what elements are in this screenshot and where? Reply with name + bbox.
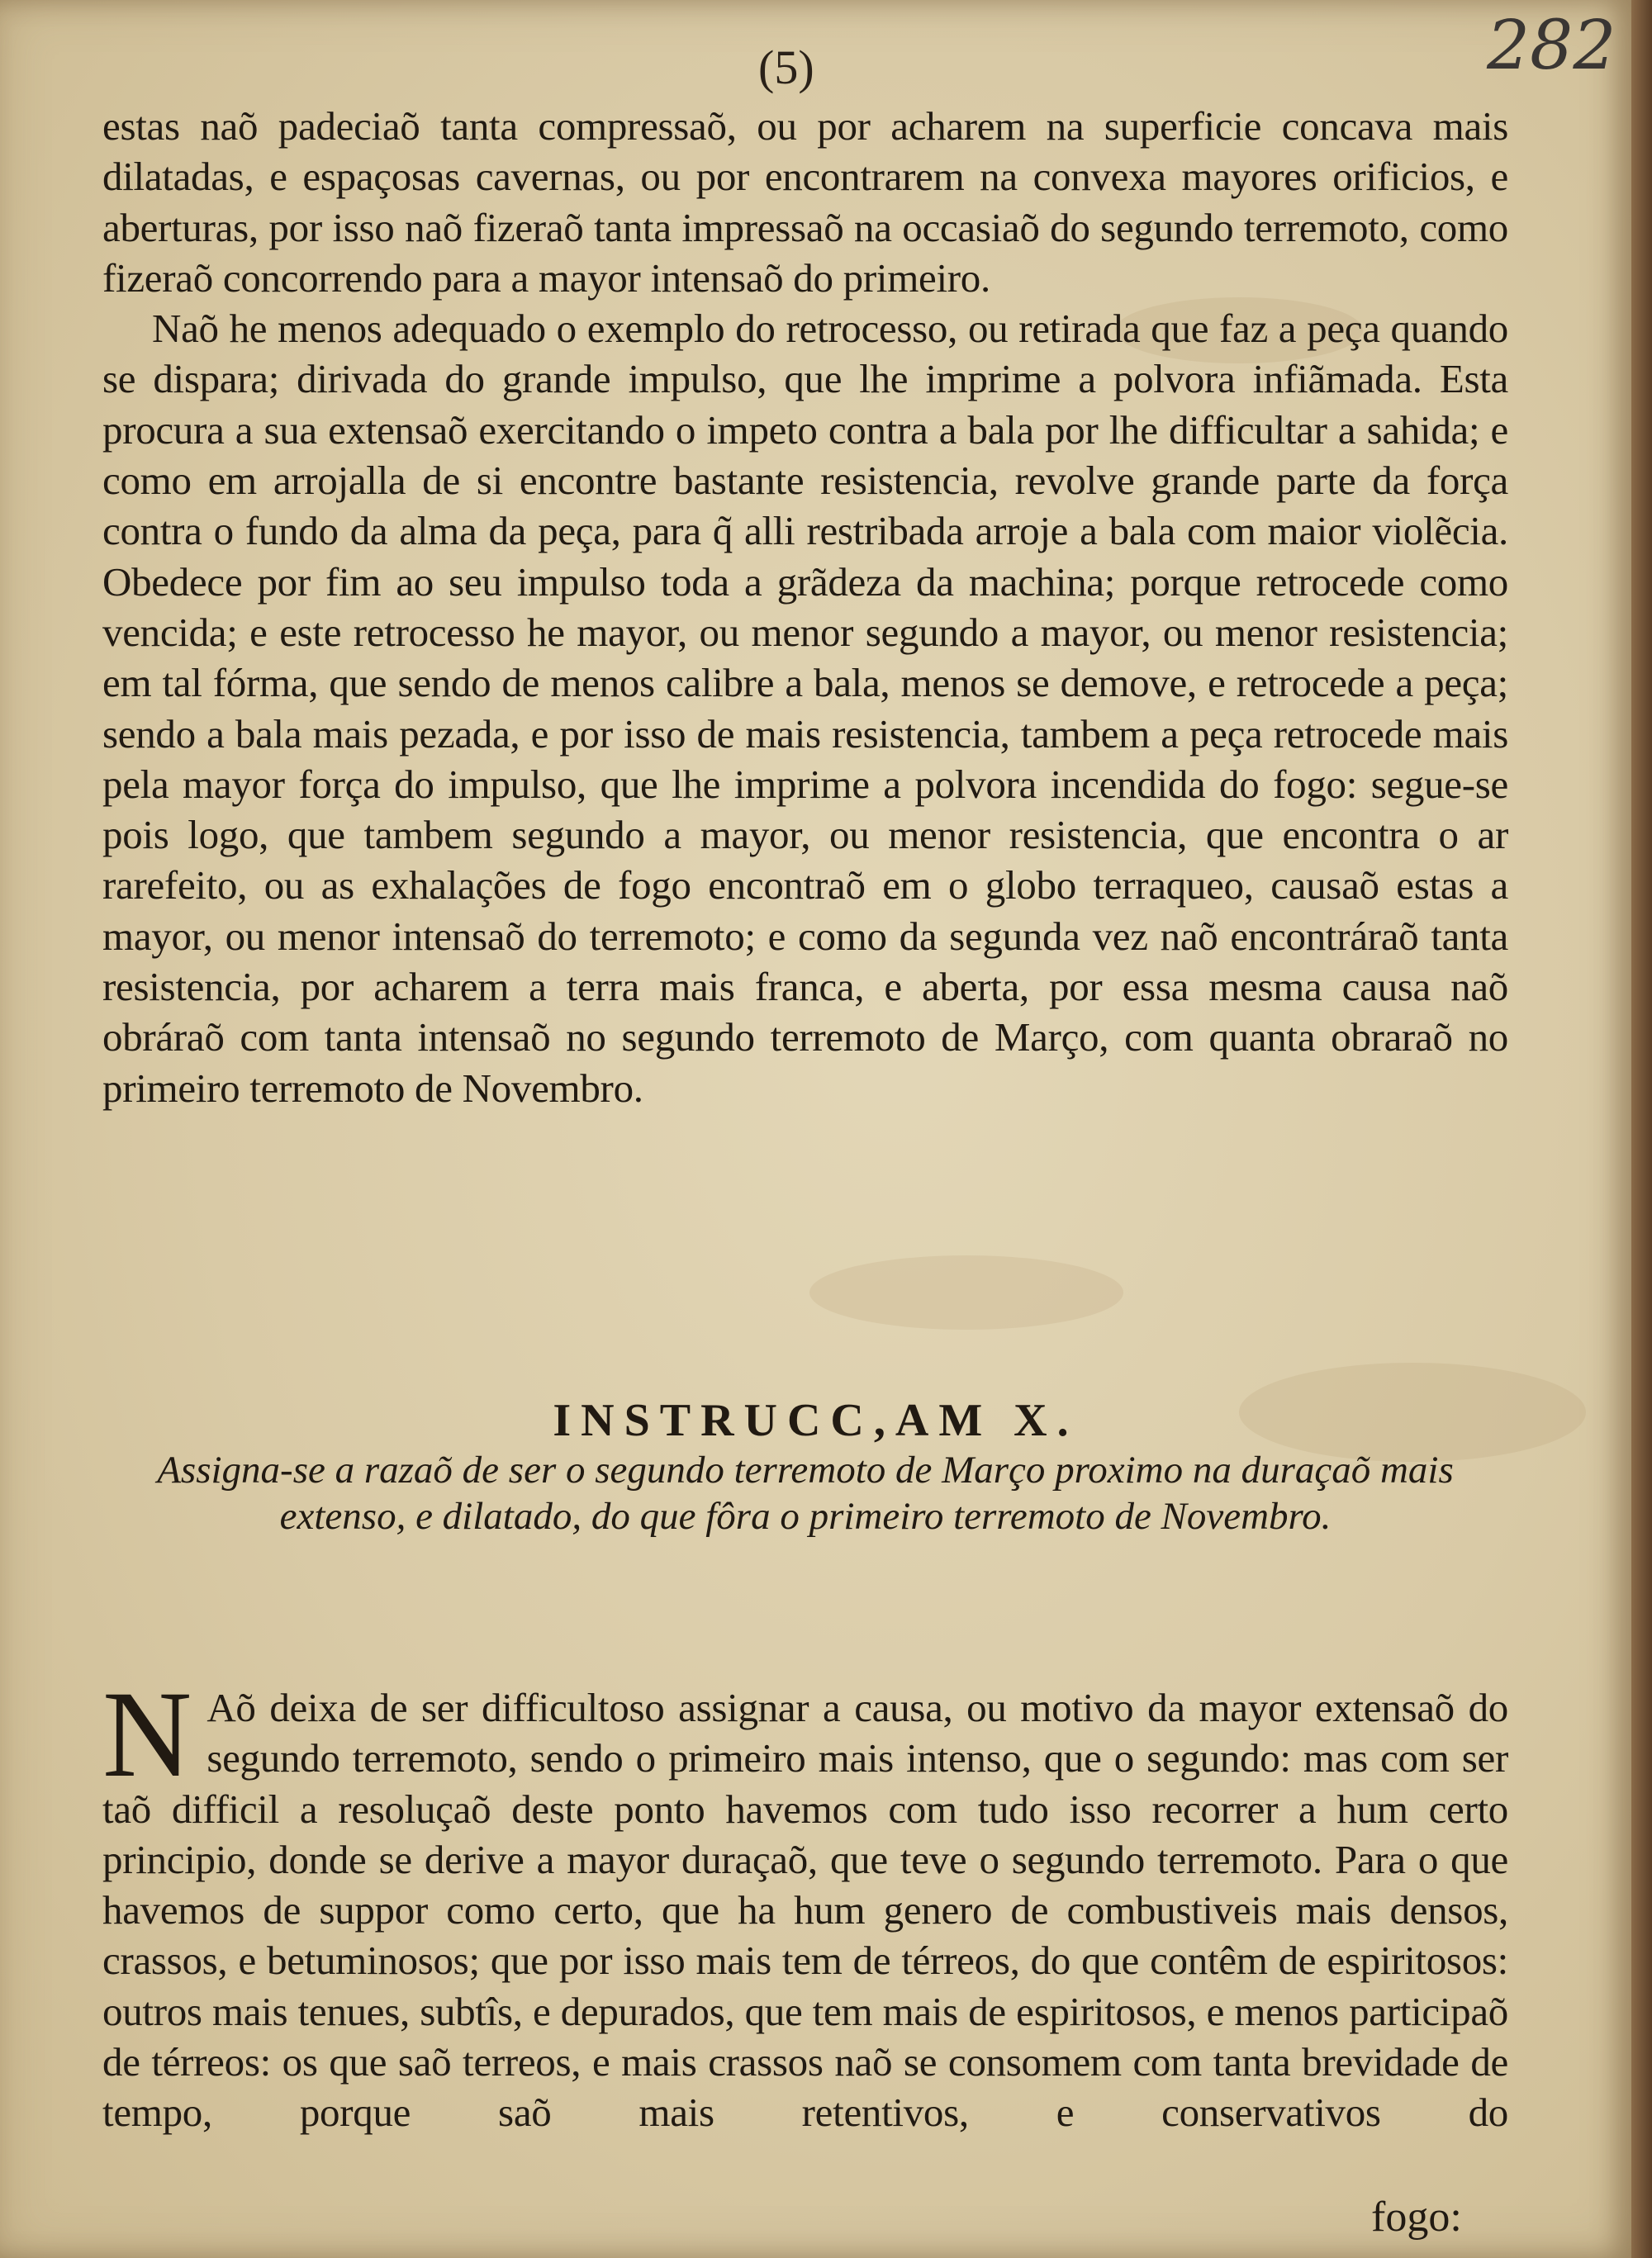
drop-cap: N bbox=[102, 1666, 192, 1803]
paragraph: Aõ deixa de ser difficultoso assignar a causa, ou motivo da mayor extensaõ do segundo terremoto, sendo o primeiro mais intenso, que o segundo: mas com ser taõ difficil a resoluçaõ deste ponto havemos com tudo isso recorrer a hum certo principio, donde se derive a mayor duraçaõ, que teve o segundo terremoto. Para o que havemos de suppor como certo, que ha hum genero de combustiveis mais densos, crassos, e betuminosos; que por isso mais tem de térreos, do que contêm de espiritosos: outros mais tenues, subtîs, e depurados, que tem mais de espiritosos, e menos participaõ de térreos: os que saõ terreos, e mais crassos naõ se consomem com tanta brevidade de tempo, porque saõ mais retentivos, e conservativos do bbox=[102, 1685, 1508, 2136]
handwritten-folio-number: 282 bbox=[1487, 7, 1616, 85]
body-text-top bbox=[102, 101, 1508, 1113]
page-number: (5) bbox=[758, 40, 814, 94]
body-text-bottom bbox=[102, 1666, 1508, 2138]
book-spine-edge bbox=[1631, 0, 1652, 2258]
section-summary: Assigna-se a razaõ de ser o segundo terremoto de Março proximo na duraçaõ mais extenso, e dilatado, do que fôra o primeiro terremoto de Novembro. bbox=[157, 1449, 1454, 1538]
section-heading: INSTRUCC,AM X. bbox=[553, 1395, 1079, 1446]
paragraph: estas naõ padeciaõ tanta compressaõ, ou por acharem na superficie concava mais dilatadas, e espaçosas cavernas, ou por encontrarem na convexa mayores orificios, e aberturas, por isso naõ fizeraõ tanta impressaõ na occasiaõ do segundo terremoto, como fizeraõ concorrendo para a mayor intensaõ do primeiro. bbox=[102, 103, 1508, 301]
paragraph: Naõ he menos adequado o exemplo do retrocesso, ou retirada que faz a peça quando se dispara; dirivada do grande impulso, que lhe imprime a polvora infiãmada. Esta procura a sua extensaõ exercitando o impeto contra a bala por lhe difficultar a sahida; e como em arrojalla de si encontre bastante resistencia, revolve grande parte da força contra o fundo da alma da peça, para q̃ alli restribada arroje a bala com maior violẽcia. Obedece por fim ao seu impulso toda a grãdeza da machina; porque retrocede como vencida; e este retrocesso he mayor, ou menor segundo a mayor, ou menor resistencia; em tal fórma, que sendo de menos calibre a bala, menos se demove, e retrocede a peça; sendo a bala mais pezada, e por isso de mais resistencia, tambem a peça retrocede mais pela mayor força do impulso, que lhe imprime a polvora incendida do fogo: segue-se pois logo, que tambem segundo a mayor, ou menor resistencia, que encontra o ar rarefeito, ou as exhalações de fogo encontraõ em o globo terraqueo, causaõ estas a mayor, ou menor intensaõ do terremoto; e como da segunda vez naõ encontráraõ tanta resistencia, por acharem a terra mais franca, e aberta, por essa mesma causa naõ obráraõ com tanta intensaõ no segundo terremoto de Março, com quanta obraraõ no primeiro terremoto de Novembro. bbox=[102, 306, 1508, 1111]
catchword: fogo: bbox=[1371, 2194, 1462, 2241]
paper-stain bbox=[809, 1255, 1123, 1330]
